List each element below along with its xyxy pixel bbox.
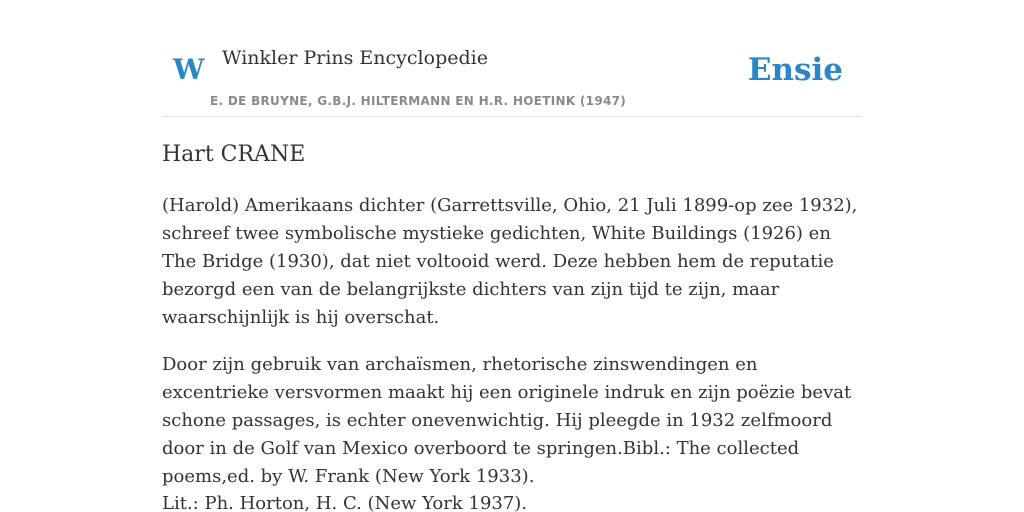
winkler-prins-logo-icon[interactable]: W — [173, 53, 205, 86]
source-title[interactable]: Winkler Prins Encyclopedie — [222, 47, 488, 69]
entry-title: Hart CRANE — [162, 142, 306, 167]
entry-paragraph: (Harold) Amerikaans dichter (Garrettsville, Ohio, 21 Juli 1899-op zee 1932), schreef twee symbolische mystieke gedichten, White Buildings (1926) en The Bridge (1930), dat niet voltooid werd. Deze hebben hem de reputatie bezorgd een van de belangrijkste dichters van zijn tijd te zijn, maar waarschijnlijk is hij overschat. — [162, 195, 858, 328]
entry-paragraph: Door zijn gebruik van archaïsmen, rhetorische zinswendingen en excentrieke versvormen maakt hij een originele indruk en zijn poëzie bevat schone passages, is echter onevenwichtig. Hij pleegde in 1932 zelfmoord door in de Golf van Mexico overboord te springen.Bibl.: The collected poems,ed. by W. Frank (New York 1933). — [162, 354, 852, 487]
ensie-brand-link[interactable]: Ensie — [747, 52, 843, 88]
source-header — [162, 0, 862, 117]
source-authors: E. DE BRUYNE, G.B.J. HILTERMANN EN H.R. HOETINK (1947) — [210, 94, 627, 108]
entry-literature: Lit.: Ph. Horton, H. C. (New York 1937). — [162, 493, 528, 512]
page — [162, 0, 862, 512]
